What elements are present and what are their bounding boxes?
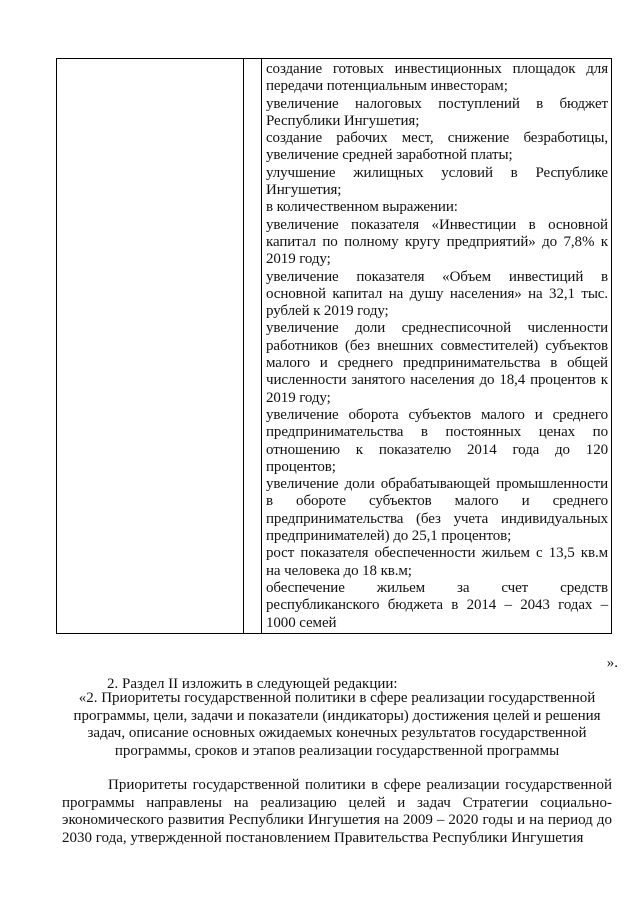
result-item: увеличение налоговых поступлений в бюджет Республики Ингушетия;: [266, 95, 608, 129]
result-item: увеличение показателя «Инвестиции в основной капитал по полному кругу предприятий» до 7,8% к 2019 году;: [266, 216, 608, 268]
table-row: [57, 59, 612, 634]
section-instruction: 2. Раздел II изложить в следующей редакции:: [107, 676, 398, 692]
result-item: увеличение оборота субъектов малого и среднего предпринимательства в постоянных ценах по отношению к показателю 2014 года до 120 процентов;: [266, 406, 608, 475]
table-cell-empty-left: [57, 59, 244, 634]
result-item: увеличение показателя «Объем инвестиций в основной капитал на душу населения» на 32,1 тыс. рублей к 2019 году;: [266, 268, 608, 320]
result-item: увеличение доли обрабатывающей промышленности в обороте субъектов малого и среднего предпринимательства (без учета индивидуальных предпринимателей) до 25,1 процентов;: [266, 476, 608, 545]
table-cell-results: [262, 59, 612, 634]
result-item: улучшение жилищных условий в Республике Ингушетия;: [266, 164, 608, 199]
result-item: создание готовых инвестиционных площадок для передачи потенциальным инвесторам;: [266, 61, 608, 95]
result-item: обеспечение жильем за счет средств республиканского бюджета в 2014 – 2043 годах – 1000 семей: [266, 579, 608, 631]
result-item: в количественном выражении:: [266, 199, 458, 216]
closing-quote-mark: ».: [606, 655, 618, 671]
program-table: [56, 58, 612, 634]
body-paragraph: Приоритеты государственной политики в сфере реализации государственной программы направлены на реализацию целей и задач Стратегии социально-экономического развития Республики Ингушетия на 2009 – 2020 годы и на период до 2030 года, утвержденной постановлением Правительства Республики Ингушетия: [62, 777, 612, 846]
result-item: рост показателя обеспеченности жильем с 13,5 кв.м на человека до 18 кв.м;: [266, 545, 608, 579]
result-item: создание рабочих мест, снижение безработицы, увеличение средней заработной платы;: [266, 130, 608, 164]
section-heading: «2. Приоритеты государственной политики в сфере реализации государственной программы, цели, задачи и показатели (индикаторы) достижения целей и решения задач, описание основных ожидаемых конечных результатов государственной программы, сроков и этапов реализации государственной программы: [73, 690, 601, 759]
result-item: увеличение доли среднесписочной численности работников (без внешних совместителей) субъектов малого и среднего предпринимательства в общей численности занятого населения до 18,4 процентов к 2019 году;: [266, 320, 608, 406]
table-cell-empty-narrow: [244, 59, 262, 634]
